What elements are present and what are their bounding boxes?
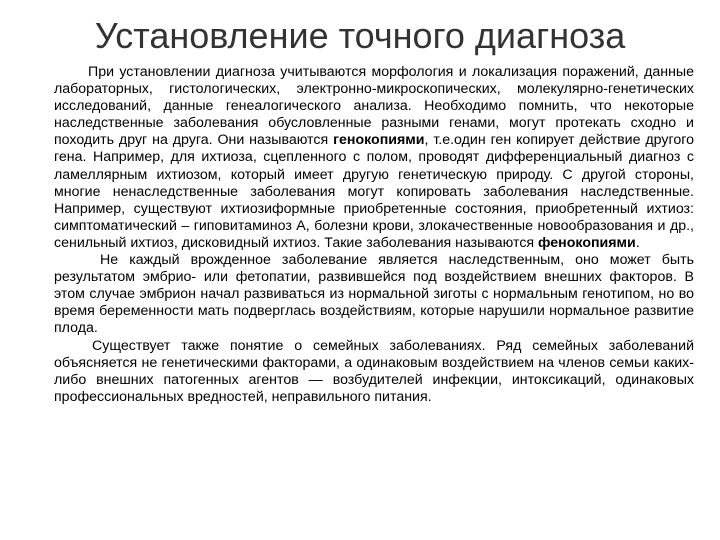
- slide-title: Установление точного диагноза: [94, 15, 626, 56]
- paragraph-familial: Существует также понятие о семейных заболеваниях. Ряд семейных заболеваний объясняется не генетическими факторами, а одинаковым воздействием на членов семьи каких-либо внешних патогенных агентов — возбудителей инфекции, интоксикаций, одинаковых профессиональных вредностей, неправильного питания.: [54, 337, 694, 405]
- term-phenocopies: фенокопиями: [538, 234, 636, 251]
- paragraph-text: , т.е.один ген копирует действие другого гена. Например, для ихтиоза, сцепленного с полом, проводят дифференциальный диагноз с ламеллярным ихтиозом, который имеет другую генетическую природу. С другой стороны, многие ненаследственные заболевания могут копировать заболевания наследственные. Например, существуют ихтиозиформные приобретенные состояния, приобретенный ихтиоз: симптоматический – гиповитаминоз А, болезни крови, злокачественные новообразования и др., сенильный ихтиоз, дисковидный ихтиоз. Такие заболевания называются: [54, 132, 694, 251]
- paragraph-text: .: [635, 234, 640, 251]
- paragraph-text: При установлении диагноза учитываются морфология и локализация поражений, данные лабораторных, гистологических, электронно-микроскопических, молекулярно-генетических исследований, данные генеалогического анализа. Необходимо помнить, что некоторые наследственные заболевания обусловленные разными генами, могут протекать сходно и походить друг на друга. Они называются: [54, 64, 694, 149]
- term-genocopies: генокопиями: [333, 132, 425, 149]
- paragraph-diagnosis: [54, 64, 694, 252]
- slide-body: [54, 64, 694, 406]
- paragraph-congenital: Не каждый врожденное заболевание является наследственным, оно может быть результатом эмбрио- или фетопатии, развившейся под воздействием внешних факторов. В этом случае эмбрион начал развиваться из нормальной зиготы с нормальным генотипом, но во время беременности мать подверглась воздействиям, которые нарушили нормальное развитие плода.: [54, 252, 694, 337]
